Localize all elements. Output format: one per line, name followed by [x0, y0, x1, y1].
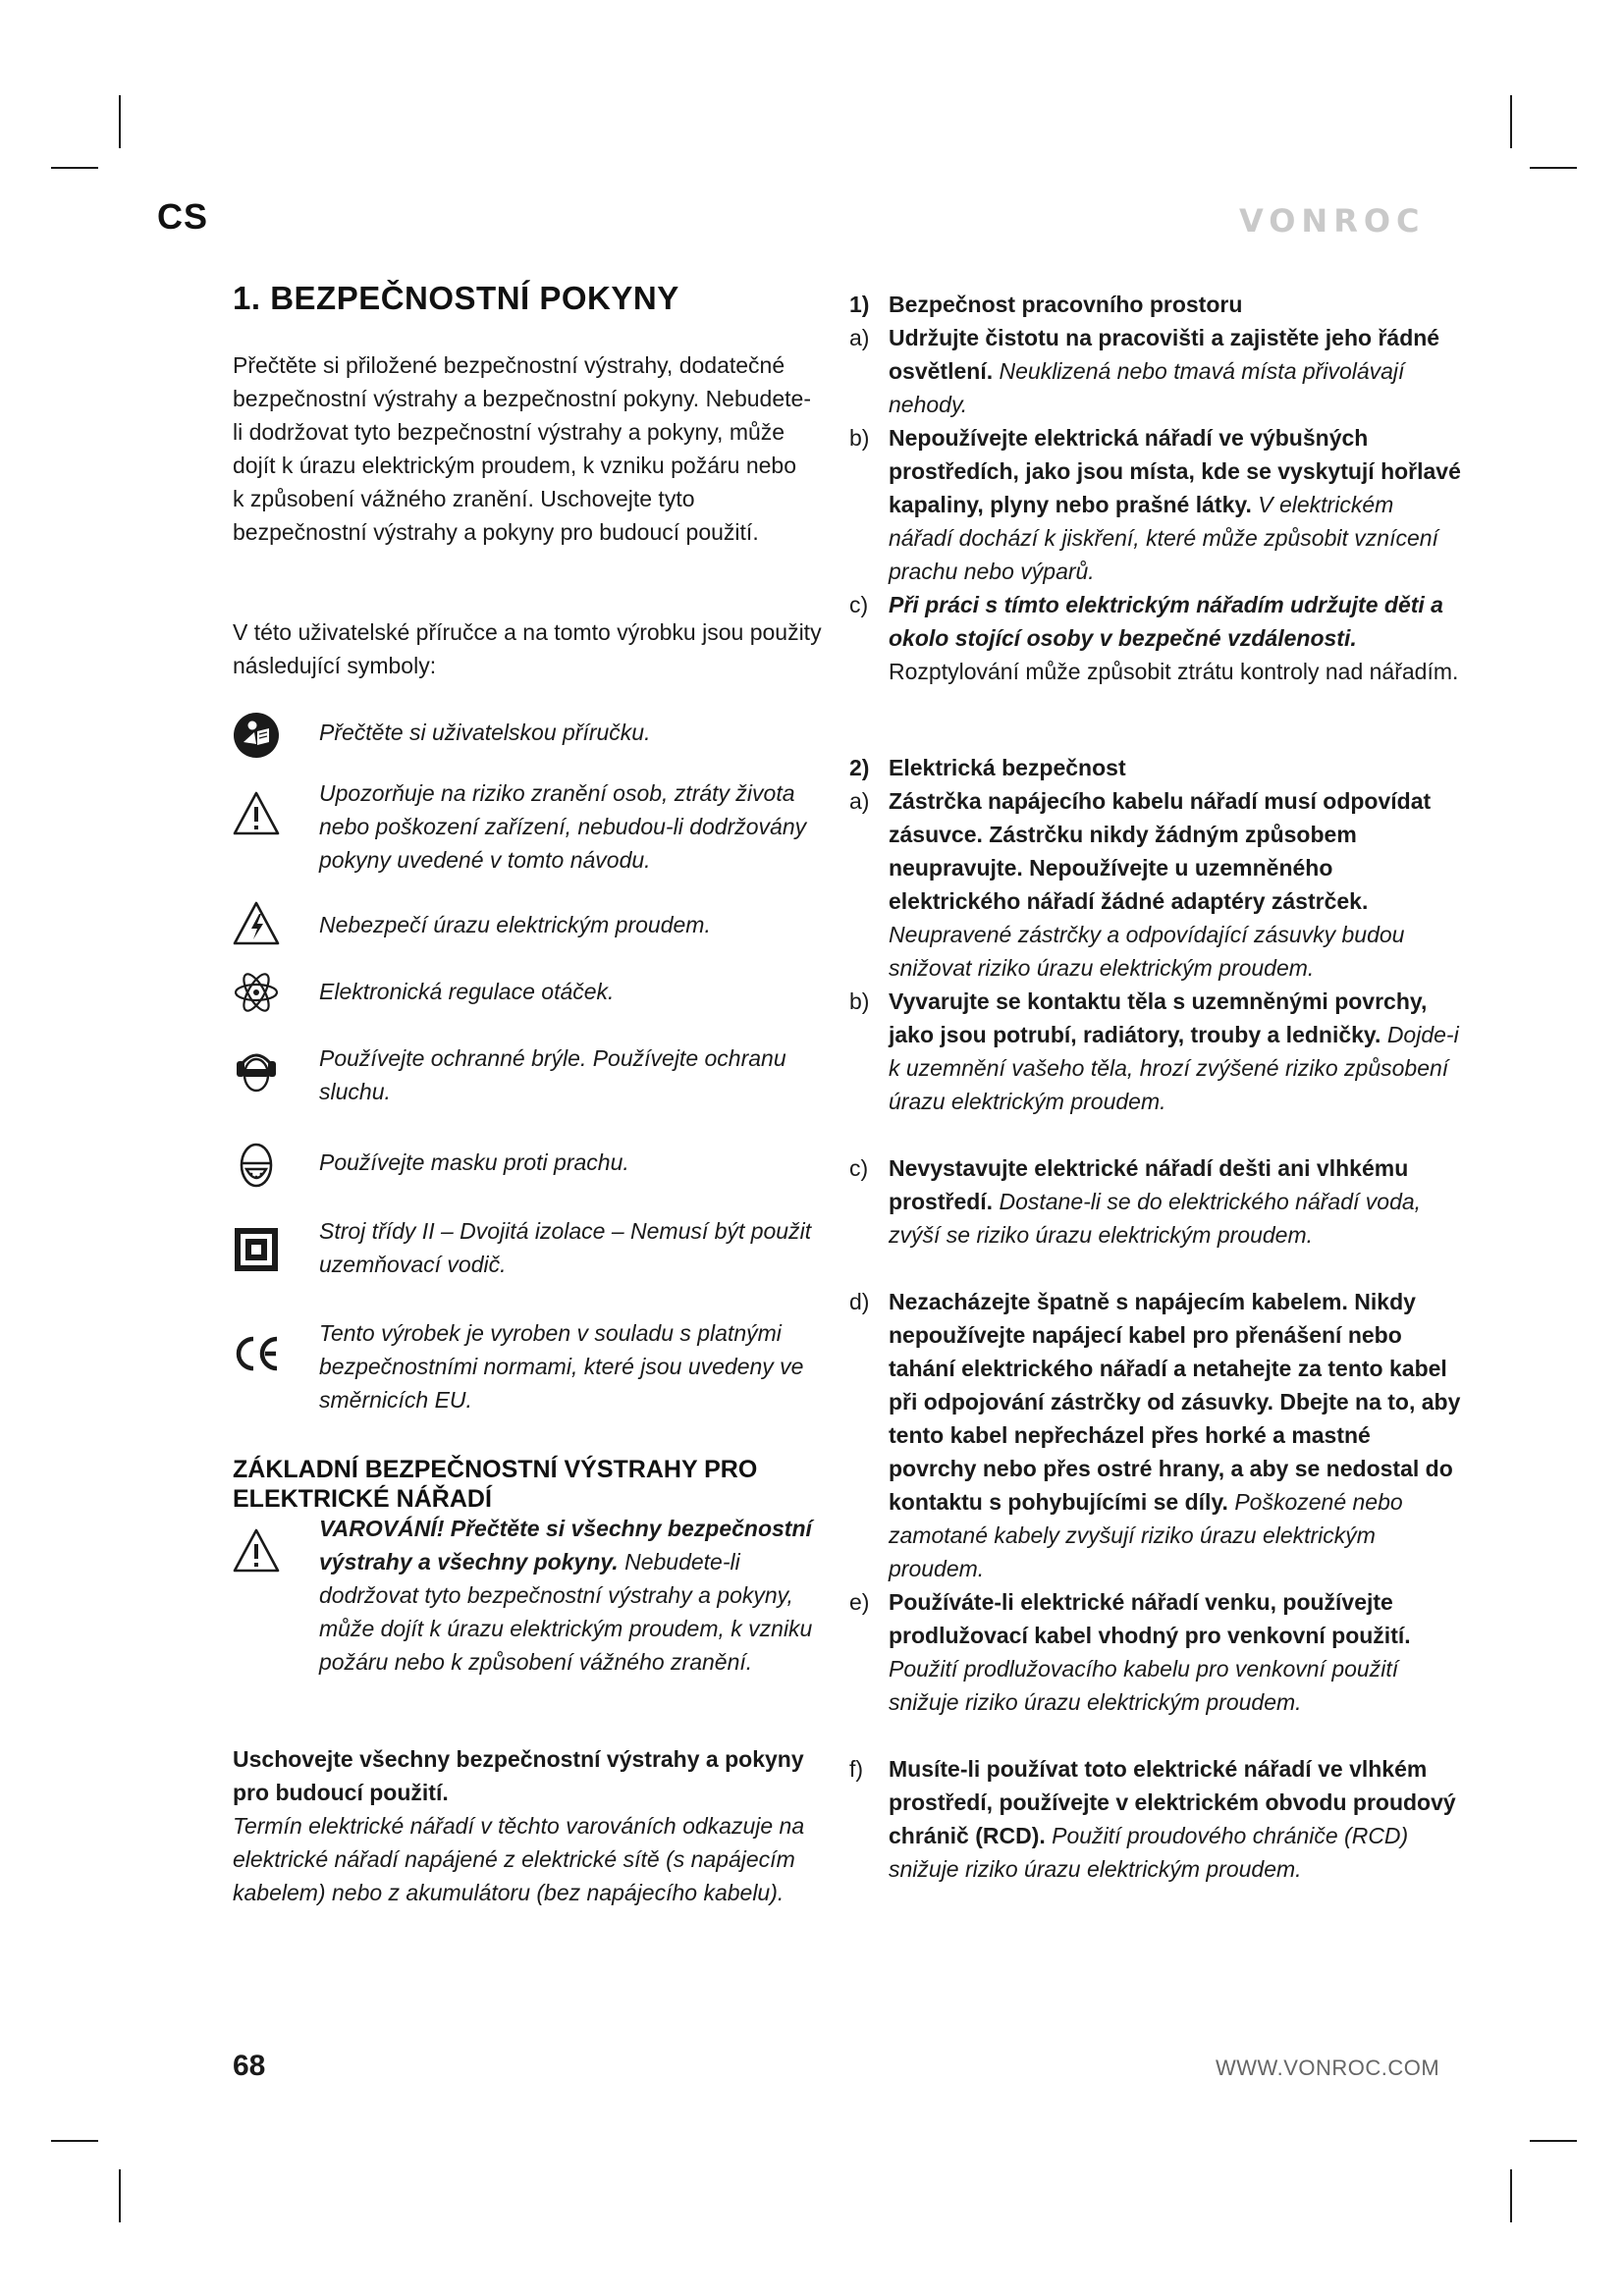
- list-item: [889, 421, 1463, 588]
- list-item: [889, 1285, 1463, 1585]
- warning-paragraph: [319, 1512, 832, 1679]
- list-item: [889, 1752, 1463, 1886]
- list-item: [889, 588, 1463, 688]
- symbol-text: Upozorňuje na riziko zranění osob, ztráty života nebo poškození zařízení, nebudou-li dodržovány pokyny uvedené v tomto návodu.: [319, 780, 807, 873]
- symbol-text: Tento výrobek je vyroben v souladu s platnými bezpečnostními normami, které jsou uvedeny ve směrnicích EU.: [319, 1320, 804, 1413]
- item-bold: Musíte-li používat toto elektrické nářadí ve vlhkém prostředí, používejte v elektrickém obvodu proudový chránič (RCD).: [889, 1756, 1456, 1848]
- class-ii-icon: [233, 1226, 280, 1273]
- crop-mark: [119, 95, 121, 148]
- symbol-text: Elektronická regulace otáček.: [319, 979, 615, 1004]
- list-item: [889, 1151, 1463, 1252]
- item-label: b): [849, 425, 870, 451]
- brand-logo: [1239, 202, 1435, 238]
- manual-icon: [233, 712, 280, 759]
- crop-mark: [1510, 2169, 1512, 2222]
- item-label: e): [849, 1589, 870, 1615]
- warning-rest: Nebudete-li dodržovat tyto bezpečnostní výstrahy a pokyny, může dojít k úrazu elektrickým proudem, k vzniku požáru nebo k způsobení vážného zranění.: [319, 1549, 813, 1675]
- item-label: c): [849, 1155, 869, 1181]
- item-italic: Neuklizená nebo tmavá místa přivolávají nehody.: [889, 358, 1405, 417]
- symbol-text: Používejte ochranné brýle. Používejte ochranu sluchu.: [319, 1045, 786, 1104]
- item-bold: Zástrčka napájecího kabelu nářadí musí odpovídat zásuvce. Zástrčku nikdy žádným způsobem neupravujte. Nepoužívejte u uzemněného elektrického nářadí žádné adaptéry zástrček.: [889, 788, 1432, 914]
- keep-bold: Uschovejte všechny bezpečnostní výstrahy a pokyny pro budoucí použití.: [233, 1746, 804, 1805]
- general-warnings-title: ZÁKLADNÍ BEZPEČNOSTNÍ VÝSTRAHY PRO ELEKTRICKÉ NÁŘADÍ: [233, 1456, 758, 1513]
- crop-mark: [1530, 2140, 1577, 2142]
- website-url: WWW.VONROC.COM: [1216, 2056, 1440, 2080]
- keep-instructions: [233, 1742, 822, 1909]
- item-italic: V elektrickém nářadí dochází k jiskření, které může způsobit vznícení prachu nebo výparů.: [889, 492, 1438, 584]
- item-bold: Nevystavujte elektrické nářadí dešti ani vlhkému prostředí.: [889, 1155, 1409, 1214]
- brand-logo-text: VONROC: [1239, 202, 1426, 238]
- item-italic: Poškozené nebo zamotané kabely zvyšují riziko úrazu elektrickým proudem.: [889, 1489, 1403, 1581]
- symbols-intro: V této uživatelské příručce a na tomto výrobku jsou použity následující symboly:: [233, 619, 822, 678]
- item-bold: Při práci s tímto elektrickým nářadím udržujte děti a okolo stojící osoby v bezpečné vzdálenosti.: [889, 592, 1443, 651]
- item-bold: Nezacházejte špatně s napájecím kabelem. Nikdy nepoužívejte napájecí kabel pro přenášení nebo tahání elektrického nářadí a netahejte za tento kabel při odpojování zástrčky od zásuvky. Dbejte na to, aby tento kabel nepřecházel přes horké a mastné povrchy nebo přes ostré hrany, a aby se nedostal do kontaktu s pohybujícími se díly.: [889, 1289, 1461, 1515]
- warning-bold: VAROVÁNÍ! Přečtěte si všechny bezpečnostní výstrahy a všechny pokyny.: [319, 1516, 812, 1575]
- ce-mark-icon: [233, 1330, 280, 1377]
- item-bold: Udržujte čistotu na pracovišti a zajistěte jeho řádné osvětlení.: [889, 325, 1440, 384]
- dust-mask-icon: [233, 1142, 280, 1189]
- item-italic: Neupravené zástrčky a odpovídající zásuvky budou snižovat riziko úrazu elektrickým proudem.: [889, 922, 1405, 981]
- item-bold: Nepoužívejte elektrická nářadí ve výbušných prostředích, jako jsou místa, kde se vyskytují hořlavé kapaliny, plyny nebo prašné látky.: [889, 425, 1461, 517]
- section-title: 1. BEZPEČNOSTNÍ POKYNY: [233, 280, 679, 316]
- item-italic: Použití proudového chrániče (RCD) snižuje riziko úrazu elektrickým proudem.: [889, 1823, 1409, 1882]
- item-italic: Použití prodlužovacího kabelu pro venkovní použití snižuje riziko úrazu elektrickým proudem.: [889, 1656, 1399, 1715]
- item-label: d): [849, 1289, 870, 1314]
- language-code: CS: [157, 196, 209, 237]
- item-bold: Používáte-li elektrické nářadí venku, používejte prodlužovací kabel vhodný pro venkovní použití.: [889, 1589, 1411, 1648]
- item-label: b): [849, 988, 870, 1014]
- list-item: [889, 784, 1463, 985]
- item-italic: Dojde-i k uzemnění vašeho těla, hrozí zvýšené riziko způsobení úrazu elektrickým proudem.: [889, 1022, 1459, 1114]
- crop-mark: [1530, 167, 1577, 169]
- warning-icon: [233, 790, 280, 837]
- crop-mark: [119, 2169, 121, 2222]
- item-normal: Rozptylování může způsobit ztrátu kontroly nad nářadím.: [889, 659, 1459, 684]
- electronic-speed-icon: [233, 969, 280, 1016]
- item-italic: Dostane-li se do elektrického nářadí voda, zvýší se riziko úrazu elektrickým proudem.: [889, 1189, 1422, 1248]
- item-bold: Vyvarujte se kontaktu těla s uzemněnými povrchy, jako jsou potrubí, radiátory, trouby a ledničky.: [889, 988, 1428, 1047]
- work-area-title: Bezpečnost pracovního prostoru: [889, 292, 1243, 317]
- page-number: 68: [233, 2050, 266, 2082]
- electric-shock-icon: [233, 900, 280, 947]
- list-item: [889, 985, 1463, 1118]
- warning-icon: [233, 1527, 280, 1575]
- list-item: [889, 321, 1463, 421]
- section-number: 2): [849, 755, 870, 780]
- electrical-safety-title: Elektrická bezpečnost: [889, 755, 1126, 780]
- symbol-text: Používejte masku proti prachu.: [319, 1149, 629, 1175]
- section-number: 1): [849, 292, 870, 317]
- keep-italic: Termín elektrické nářadí v těchto varováních odkazuje na elektrické nářadí napájené z elektrické sítě (s napájecím kabelem) nebo z akumulátoru (bez napájecího kabelu).: [233, 1813, 805, 1905]
- intro-paragraph: Přečtěte si přiložené bezpečnostní výstrahy, dodatečné bezpečnostní výstrahy a bezpečnostní pokyny. Nebudete-li dodržovat tyto bezpečnostní výstrahy a pokyny, může dojít k úrazu elektrickým proudem, k vzniku požáru nebo k způsobení vážného zranění. Uschovejte tyto bezpečnostní výstrahy a pokyny pro budoucí použití.: [233, 352, 811, 545]
- symbol-text: Stroj třídy II – Dvojitá izolace – Nemusí být použit uzemňovací vodič.: [319, 1218, 812, 1277]
- item-label: f): [849, 1756, 864, 1782]
- goggles-earmuffs-icon: [233, 1047, 280, 1095]
- list-item: [889, 1585, 1463, 1719]
- symbol-text: Nebezpečí úrazu elektrickým proudem.: [319, 912, 711, 937]
- item-label: a): [849, 788, 870, 814]
- crop-mark: [51, 167, 98, 169]
- crop-mark: [51, 2140, 98, 2142]
- item-label: a): [849, 325, 870, 350]
- symbol-text: Přečtěte si uživatelskou příručku.: [319, 720, 651, 745]
- item-label: c): [849, 592, 869, 617]
- crop-mark: [1510, 95, 1512, 148]
